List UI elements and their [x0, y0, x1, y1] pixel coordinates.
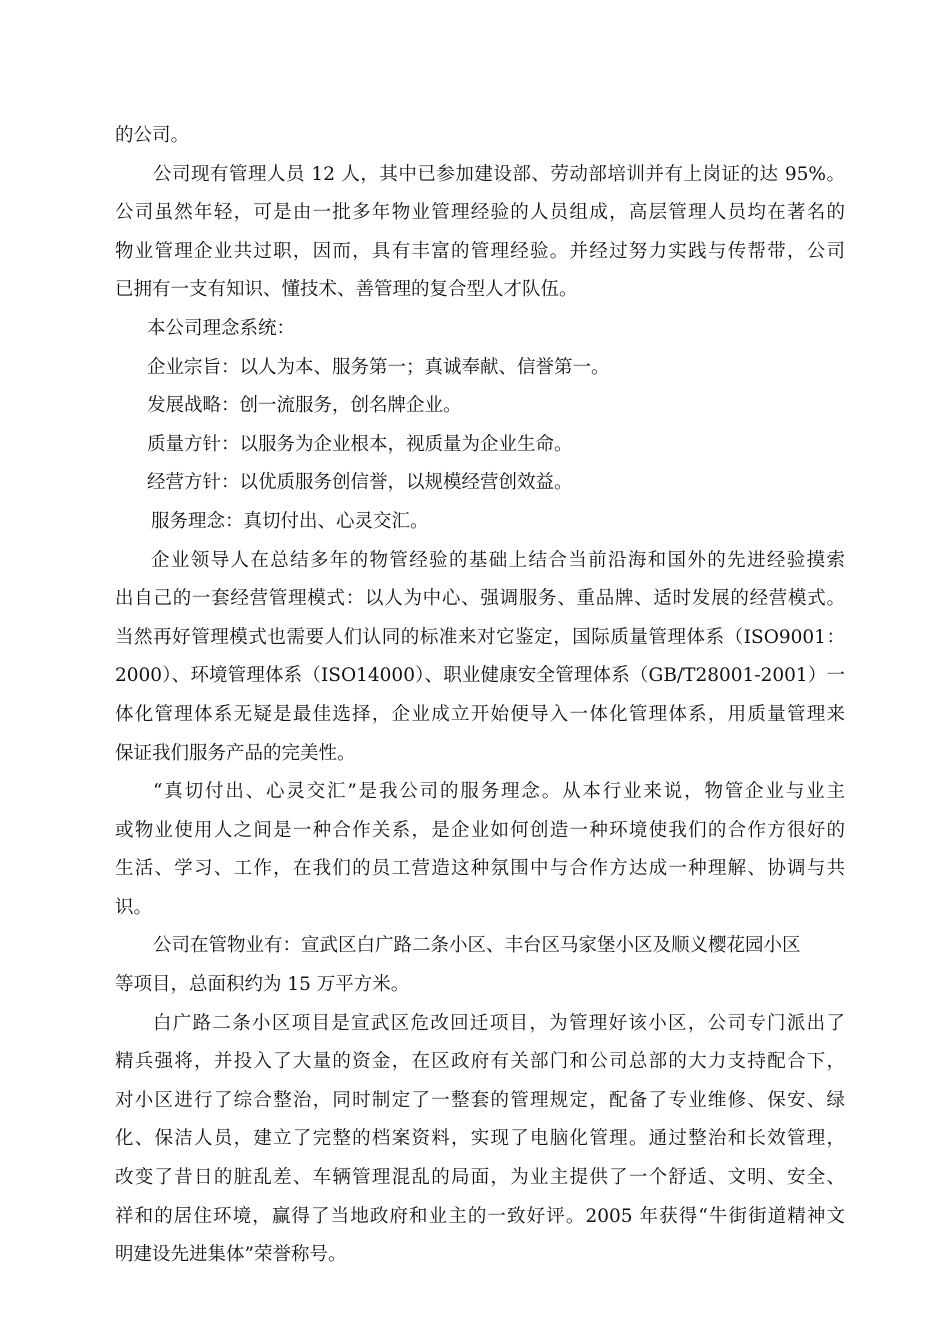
text-line: 公司现有管理人员 12 人，其中已参加建设部、劳动部培训并有上岗证的达 95%。 — [153, 163, 845, 185]
text-line: 白广路二条小区项目是宣武区危改回迁项目，为管理好该小区，公司专门派出了 — [153, 1012, 845, 1034]
document-body — [115, 117, 845, 1275]
text-line: 明建设先进集体”荣誉称号。 — [115, 1244, 347, 1266]
text-line: 或物业使用人之间是一种合作关系，是企业如何创造一种环境使我们的合作方很好的 — [115, 819, 845, 841]
text-line: 发展战略：创一流服务，创名牌企业。 — [147, 395, 462, 417]
text-line: 物业管理企业共过职，因而，具有丰富的管理经验。并经过努力实践与传帮带，公司 — [115, 240, 845, 262]
text-line: 对小区进行了综合整治，同时制定了一整套的管理规定，配备了专业维修、保安、绿 — [115, 1089, 845, 1111]
text-line: 精兵强将，并投入了大量的资金，在区政府有关部门和公司总部的大力支持配合下， — [115, 1051, 845, 1073]
text-line: 识。 — [115, 896, 153, 918]
text-line: 的公司。 — [115, 125, 190, 146]
text-line: 改变了昔日的脏乱差、车辆管理混乱的局面，为业主提供了一个舒适、文明、安全、 — [115, 1167, 845, 1189]
text-line: 经营方针：以优质服务创信誉，以规模经营创效益。 — [147, 472, 573, 494]
text-line: 体化管理体系无疑是最佳选择，企业成立开始便导入一体化管理体系，用质量管理来 — [115, 703, 845, 725]
text-line: 公司虽然年轻，可是由一批多年物业管理经验的人员组成，高层管理人员均在著名的 — [115, 202, 845, 224]
text-line: 等项目，总面积约为 15 万平方米。 — [115, 974, 410, 996]
text-line: 服务理念：真切付出、心灵交汇。 — [151, 510, 429, 532]
text-line: 保证我们服务产品的完美性。 — [115, 742, 356, 764]
text-line: 化、保洁人员，建立了完整的档案资料，实现了电脑化管理。通过整治和长效管理， — [115, 1128, 845, 1150]
text-line: 已拥有一支有知识、懂技术、善管理的复合型人才队伍。 — [115, 279, 578, 301]
text-line: 公司在管物业有：宣武区白广路二条小区、丰台区马家堡小区及顺义樱花园小区 — [153, 935, 801, 957]
text-line: “真切付出、心灵交汇”是我公司的服务理念。从本行业来说，物管企业与业主 — [153, 781, 845, 803]
text-line: 祥和的居住环境，赢得了当地政府和业主的一致好评。2005 年获得“牛街街道精神文 — [115, 1205, 845, 1227]
text-line: 当然再好管理模式也需要人们认同的标准来对它鉴定，国际质量管理体系（ISO9001： — [115, 626, 845, 648]
text-line: 本公司理念系统： — [147, 317, 296, 339]
text-line: 企业领导人在总结多年的物管经验的基础上结合当前沿海和国外的先进经验摸索 — [151, 549, 845, 571]
text-line: 质量方针：以服务为企业根本，视质量为企业生命。 — [147, 433, 573, 455]
text-line: 生活、学习、工作，在我们的员工营造这种氛围中与合作方达成一种理解、协调与共 — [115, 858, 845, 880]
text-line: 企业宗旨：以人为本、服务第一；真诚奉献、信誉第一。 — [147, 356, 610, 378]
text-line: 2000）、环境管理体系（ISO14000）、职业健康安全管理体系（GB/T28001-2001）一 — [115, 665, 845, 687]
text-line: 出自己的一套经营管理模式：以人为中心、强调服务、重品牌、适时发展的经营模式。 — [115, 588, 845, 610]
